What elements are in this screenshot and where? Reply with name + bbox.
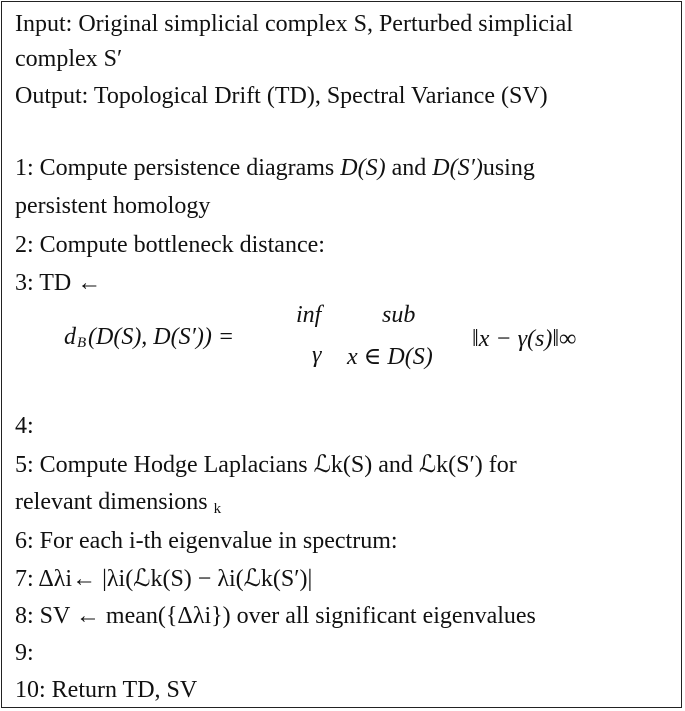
eq-b-subscript: B (77, 335, 87, 351)
step-5-cont-text: relevant dimensions (15, 489, 214, 515)
step-4: 4: (15, 413, 34, 439)
step-7: 7: Δλi← |λi(ℒk(S) − λi(ℒk(S′)| (15, 566, 313, 592)
step-3: 3: TD ← (15, 270, 102, 296)
eq-x-in: x ∈ D(S) (347, 344, 433, 370)
step-1-suffix: using (482, 155, 535, 181)
input-line-2: complex S′ (15, 46, 123, 72)
step-1-and: and (385, 155, 433, 181)
step-1 (15, 154, 535, 182)
input-line-1: Input: Original simplicial complex S, Perturbed simplicial (15, 11, 573, 37)
step-9: 9: (15, 640, 34, 666)
step-5-continuation (15, 488, 221, 523)
bottleneck-equation (64, 302, 664, 372)
step-5 (15, 451, 517, 479)
eq-norm: ‖x − γ(s)‖∞ (472, 326, 577, 352)
eq-d: d (64, 324, 76, 350)
step-8: 8: SV ← mean({Δλi}) over all significant eigenvalues (15, 603, 536, 629)
step-5-prefix: 5: Compute Hodge Laplacians (15, 452, 314, 478)
step-5-k: k (213, 501, 222, 517)
eq-inf: inf (296, 302, 322, 328)
step-6: 6: For each i-th eigenvalue in spectrum: (15, 528, 398, 554)
step-10: 10: Return TD, SV (15, 677, 198, 703)
eq-sub: sub (382, 302, 416, 328)
step-1-continuation: persistent homology (15, 193, 211, 219)
step-1-dsp: D(S′) (432, 155, 483, 181)
step-5-and: and (372, 452, 419, 478)
step-2: 2: Compute bottleneck distance: (15, 232, 325, 258)
output-line: Output: Topological Drift (TD), Spectral Variance (SV) (15, 83, 548, 109)
step-5-suffix: for (482, 452, 517, 478)
eq-gamma: γ (312, 342, 322, 368)
step-1-prefix: 1: Compute persistence diagrams (15, 155, 341, 181)
algorithm-box (1, 1, 682, 708)
eq-args: (D(S), D(S′)) = (88, 324, 235, 350)
step-1-ds: D(S) (340, 155, 386, 181)
step-5-l2: ℒk(S′) (418, 452, 483, 478)
step-5-l1: ℒk(S) (313, 452, 373, 478)
